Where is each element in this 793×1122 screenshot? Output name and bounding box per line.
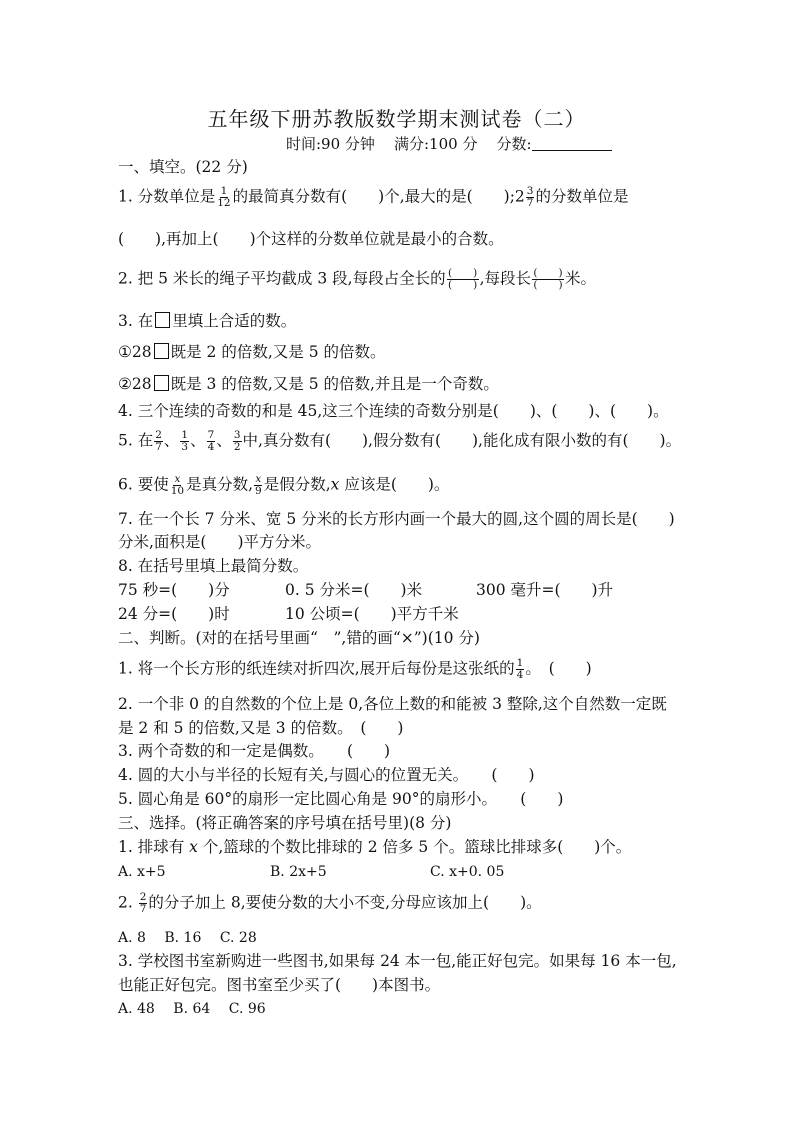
q1-4: 4. 三个连续的奇数的和是 45,这三个连续的奇数分别是( )、( )、( )。 <box>118 402 669 420</box>
blank-fraction[interactable]: $\frac{( )}{( )}$ <box>447 267 478 291</box>
option-a[interactable]: A. x+5 <box>118 864 166 880</box>
q1-1-line-2: ( ),再加上( )个这样的分数单位就是最小的合数。 <box>118 230 504 248</box>
fraction: $\frac{3}{7}$ <box>526 185 534 209</box>
q3-2: 2. $\frac{2}{7}$ 的分子加上 8,要使分数的大小不变,分母应该加上( )。 <box>118 891 542 915</box>
square-box-icon <box>155 312 170 328</box>
q1-3-sub1: ①28 既是 2 的倍数,又是 5 的倍数。 <box>118 343 386 361</box>
fraction: $\frac{x}{9}$ <box>255 473 262 497</box>
exam-full-score: 满分:100 分 <box>394 135 478 153</box>
q1-5: 5. 在 $\frac{2}{7}$ 、 $\frac{1}{3}$ 、 $\frac{7}{4}$ 、 $\frac{3}{2}$ 中,真分数有( ),假分数有( ),能化成有限小数的有( )。 <box>118 429 682 453</box>
fraction: $\frac{7}{4}$ <box>207 429 215 453</box>
q2-4: 4. 圆的大小与半径的长短有关,与圆心的位置无关。 ( ) <box>118 766 535 784</box>
answer-box[interactable] <box>154 343 169 359</box>
fraction: $\frac{2}{7}$ <box>155 429 162 453</box>
q1-8: 8. 在括号里填上最简分数。 <box>118 557 309 575</box>
q1-1-line-1: 1. 分数单位是 $\frac{1}{12}$ 的最简真分数有( )个,最大的是( );2 $\frac{3}{7}$ 的分数单位是 <box>118 185 629 209</box>
q2-2-line-1: 2. 一个非 0 的自然数的个位上是 0,各位上数的和能被 3 整除,这个自然数一定既 <box>118 695 667 713</box>
q1-3: 3. 在 里填上合适的数。 <box>118 312 297 330</box>
exam-info <box>286 133 612 154</box>
fraction: $\frac{1}{3}$ <box>181 429 189 453</box>
section-2-heading: 二、判断。(对的在括号里画“ ”,错的画“×”)(10 分) <box>118 629 480 647</box>
q2-1: 1. 将一个长方形的纸连续对折四次,展开后每份是这张纸的 $\frac{1}{4}$ 。 ( ) <box>118 657 592 681</box>
fraction: $\frac{3}{2}$ <box>233 429 241 453</box>
q1-8-item: 0. 5 分米=( )米 <box>285 581 423 599</box>
section-3-heading: 三、选择。(将正确答案的序号填在括号里)(8 分) <box>118 814 452 832</box>
q3-3-line-1: 3. 学校图书室新购进一些图书,如果每 24 本一包,能正好包完。如果每 16 本一包, <box>118 952 677 970</box>
q3-1: 1. 排球有 x 个,篮球的个数比排球的 2 倍多 5 个。篮球比排球多( )个。 <box>118 838 632 856</box>
exam-score-label: 分数: <box>496 135 532 153</box>
q1-8-item: 75 秒=( )分 <box>118 581 230 599</box>
q1-7-line-2: 分米,面积是( )平方分米。 <box>118 533 322 551</box>
page-title: 五年级下册苏教版数学期末测试卷（二） <box>207 107 586 131</box>
option-b[interactable]: B. 2x+5 <box>270 864 327 880</box>
answer-box[interactable] <box>154 375 169 391</box>
q1-7-line-1: 7. 在一个长 7 分米、宽 5 分米的长方形内画一个最大的圆,这个圆的周长是( ) <box>118 510 675 528</box>
q1-3-sub2: ②28 既是 3 的倍数,又是 5 的倍数,并且是一个奇数。 <box>118 375 499 393</box>
section-1-heading: 一、填空。(22 分) <box>118 158 248 176</box>
fraction: $\frac{2}{7}$ <box>139 891 147 915</box>
blank-fraction[interactable]: $\frac{( )}{( )}$ <box>533 267 563 291</box>
q3-3-line-2: 也能正好包完。图书室至少买了( )本图书。 <box>118 976 441 994</box>
option-c[interactable]: C. x+0. 05 <box>430 864 505 880</box>
q2-3: 3. 两个奇数的和一定是偶数。 ( ) <box>118 742 391 760</box>
q1-8-item: 300 毫升=( )升 <box>476 581 614 599</box>
q1-2: 2. 把 5 米长的绳子平均截成 3 段,每段占全长的 $\frac{( )}{( )}$ ,每段长 $\frac{( )}{( )}$ 米。 <box>118 267 597 291</box>
q1-8-item: 24 分=( )时 <box>118 605 230 623</box>
score-blank[interactable] <box>532 136 612 151</box>
fraction: $\frac{1}{4}$ <box>516 657 524 681</box>
fraction: $\frac{x}{10}$ <box>170 473 185 497</box>
q3-2-options[interactable]: A. 8 B. 16 C. 28 <box>118 930 257 946</box>
fraction: $\frac{1}{12}$ <box>217 185 231 209</box>
q2-2-line-2: 是 2 和 5 的倍数,又是 3 的倍数。 ( ) <box>118 719 404 737</box>
q1-6: 6. 要使 $\frac{x}{10}$ 是真分数, $\frac{x}{9}$ 是假分数,x 应该是( )。 <box>118 473 450 497</box>
q2-5: 5. 圆心角是 60°的扇形一定比圆心角是 90°的扇形小。 ( ) <box>118 790 564 808</box>
q3-3-options[interactable]: A. 48 B. 64 C. 96 <box>118 1001 266 1017</box>
q1-8-item: 10 公顷=( )平方千米 <box>285 605 459 623</box>
exam-time: 时间:90 分钟 <box>286 135 375 153</box>
